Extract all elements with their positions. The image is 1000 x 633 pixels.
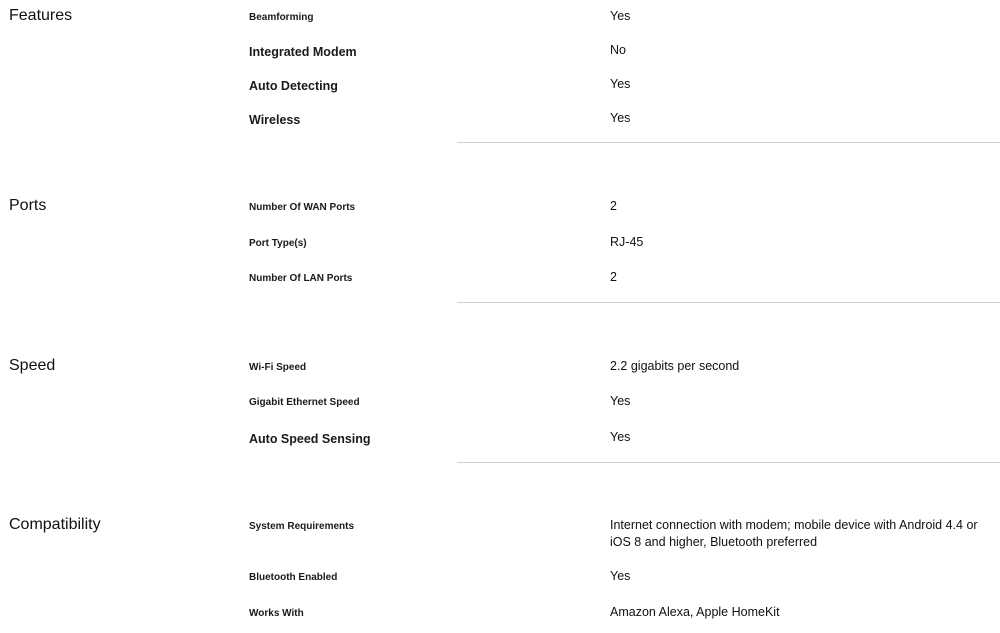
- spec-value: Amazon Alexa, Apple HomeKit: [610, 605, 780, 619]
- spec-value: RJ-45: [610, 235, 644, 249]
- spec-label: Port Type(s): [249, 238, 307, 249]
- spec-label: Gigabit Ethernet Speed: [249, 397, 360, 408]
- spec-value: Yes: [610, 111, 631, 125]
- spec-label: Auto Speed Sensing: [249, 432, 371, 446]
- spec-value: No: [610, 43, 626, 57]
- spec-label: Integrated Modem: [249, 45, 357, 59]
- spec-value: Yes: [610, 394, 631, 408]
- spec-value: Internet connection with modem; mobile device with Android 4.4 or iOS 8 and higher, Bluetooth preferred: [610, 518, 978, 549]
- spec-value: 2: [610, 270, 617, 284]
- section-divider: [457, 142, 1000, 143]
- spec-label: Wireless: [249, 113, 301, 127]
- spec-label: Number Of WAN Ports: [249, 202, 356, 213]
- spec-label: Number Of LAN Ports: [249, 273, 353, 284]
- section-divider: [457, 302, 1000, 303]
- spec-value: 2.2 gigabits per second: [610, 359, 740, 373]
- spec-label: Bluetooth Enabled: [249, 572, 338, 583]
- section-title-ports: Ports: [9, 197, 47, 214]
- spec-value: Yes: [610, 9, 631, 23]
- spec-value: Yes: [610, 569, 631, 583]
- spec-label: Works With: [249, 608, 304, 619]
- spec-value: Yes: [610, 77, 631, 91]
- section-title-speed: Speed: [9, 357, 56, 374]
- section-title-compatibility: Compatibility: [9, 516, 101, 533]
- spec-label: Wi-Fi Speed: [249, 362, 307, 373]
- spec-label: System Requirements: [249, 521, 355, 532]
- spec-value: 2: [610, 199, 617, 213]
- spec-label: Beamforming: [249, 12, 314, 23]
- section-title-features: Features: [9, 7, 73, 24]
- spec-value: Yes: [610, 430, 631, 444]
- section-divider: [457, 462, 1000, 463]
- spec-label: Auto Detecting: [249, 79, 338, 93]
